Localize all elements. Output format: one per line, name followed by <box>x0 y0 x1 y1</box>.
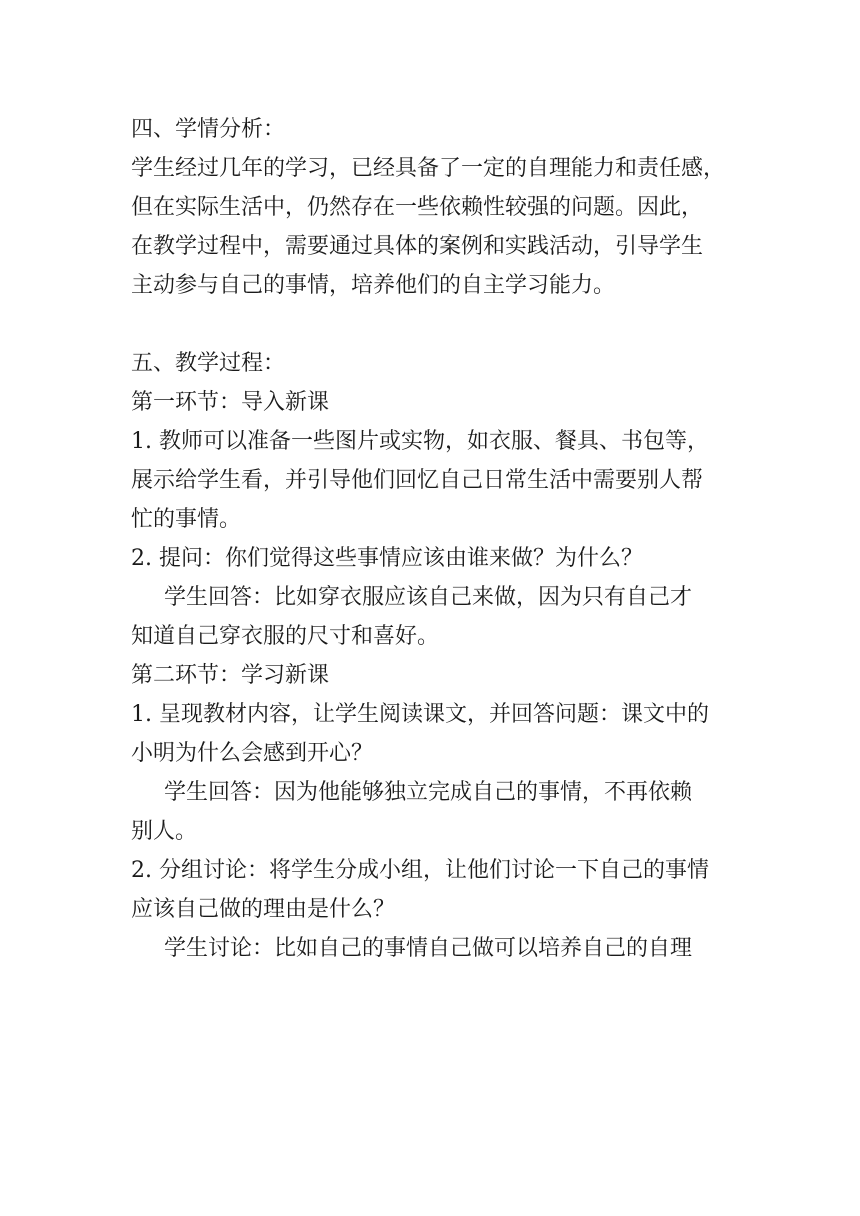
paragraph-line: 小明为什么会感到开心？ <box>131 741 374 766</box>
section-heading: 四、学情分析： <box>131 117 286 142</box>
paragraph-line: 2. 分组讨论：将学生分成小组，让他们讨论一下自己的事情 <box>131 858 709 883</box>
paragraph-line: 主动参与自己的事情，培养他们的自主学习能力。 <box>131 273 616 298</box>
paragraph-line: 在教学过程中，需要通过具体的案例和实践活动，引导学生 <box>131 234 704 259</box>
paragraph-line: 学生经过几年的学习，已经具备了一定的自理能力和责任感， <box>131 156 726 181</box>
paragraph-line: 2. 提问：你们觉得这些事情应该由谁来做？为什么？ <box>131 546 643 571</box>
blank-line <box>131 305 750 344</box>
paragraph-line: 但在实际生活中，仍然存在一些依赖性较强的问题。因此， <box>131 195 704 220</box>
subsection-heading: 第二环节：学习新课 <box>131 663 330 688</box>
paragraph-line: 展示给学生看，并引导他们回忆自己日常生活中需要别人帮 <box>131 468 704 493</box>
paragraph-line: 1. 教师可以准备一些图片或实物，如衣服、餐具、书包等， <box>131 429 709 454</box>
subsection-heading: 第一环节：导入新课 <box>131 390 330 415</box>
paragraph-line: 知道自己穿衣服的尺寸和喜好。 <box>131 624 440 649</box>
paragraph-line: 别人。 <box>131 819 198 844</box>
paragraph-line: 学生讨论：比如自己的事情自己做可以培养自己的自理 <box>164 936 693 961</box>
paragraph-line: 忙的事情。 <box>131 507 242 532</box>
paragraph-line: 1. 呈现教材内容，让学生阅读课文，并回答问题：课文中的 <box>131 702 709 727</box>
paragraph-line: 学生回答：比如穿衣服应该自己来做，因为只有自己才 <box>164 585 693 610</box>
paragraph-line: 应该自己做的理由是什么？ <box>131 897 396 922</box>
paragraph-line: 学生回答：因为他能够独立完成自己的事情，不再依赖 <box>164 780 693 805</box>
section-heading: 五、教学过程： <box>131 351 286 376</box>
